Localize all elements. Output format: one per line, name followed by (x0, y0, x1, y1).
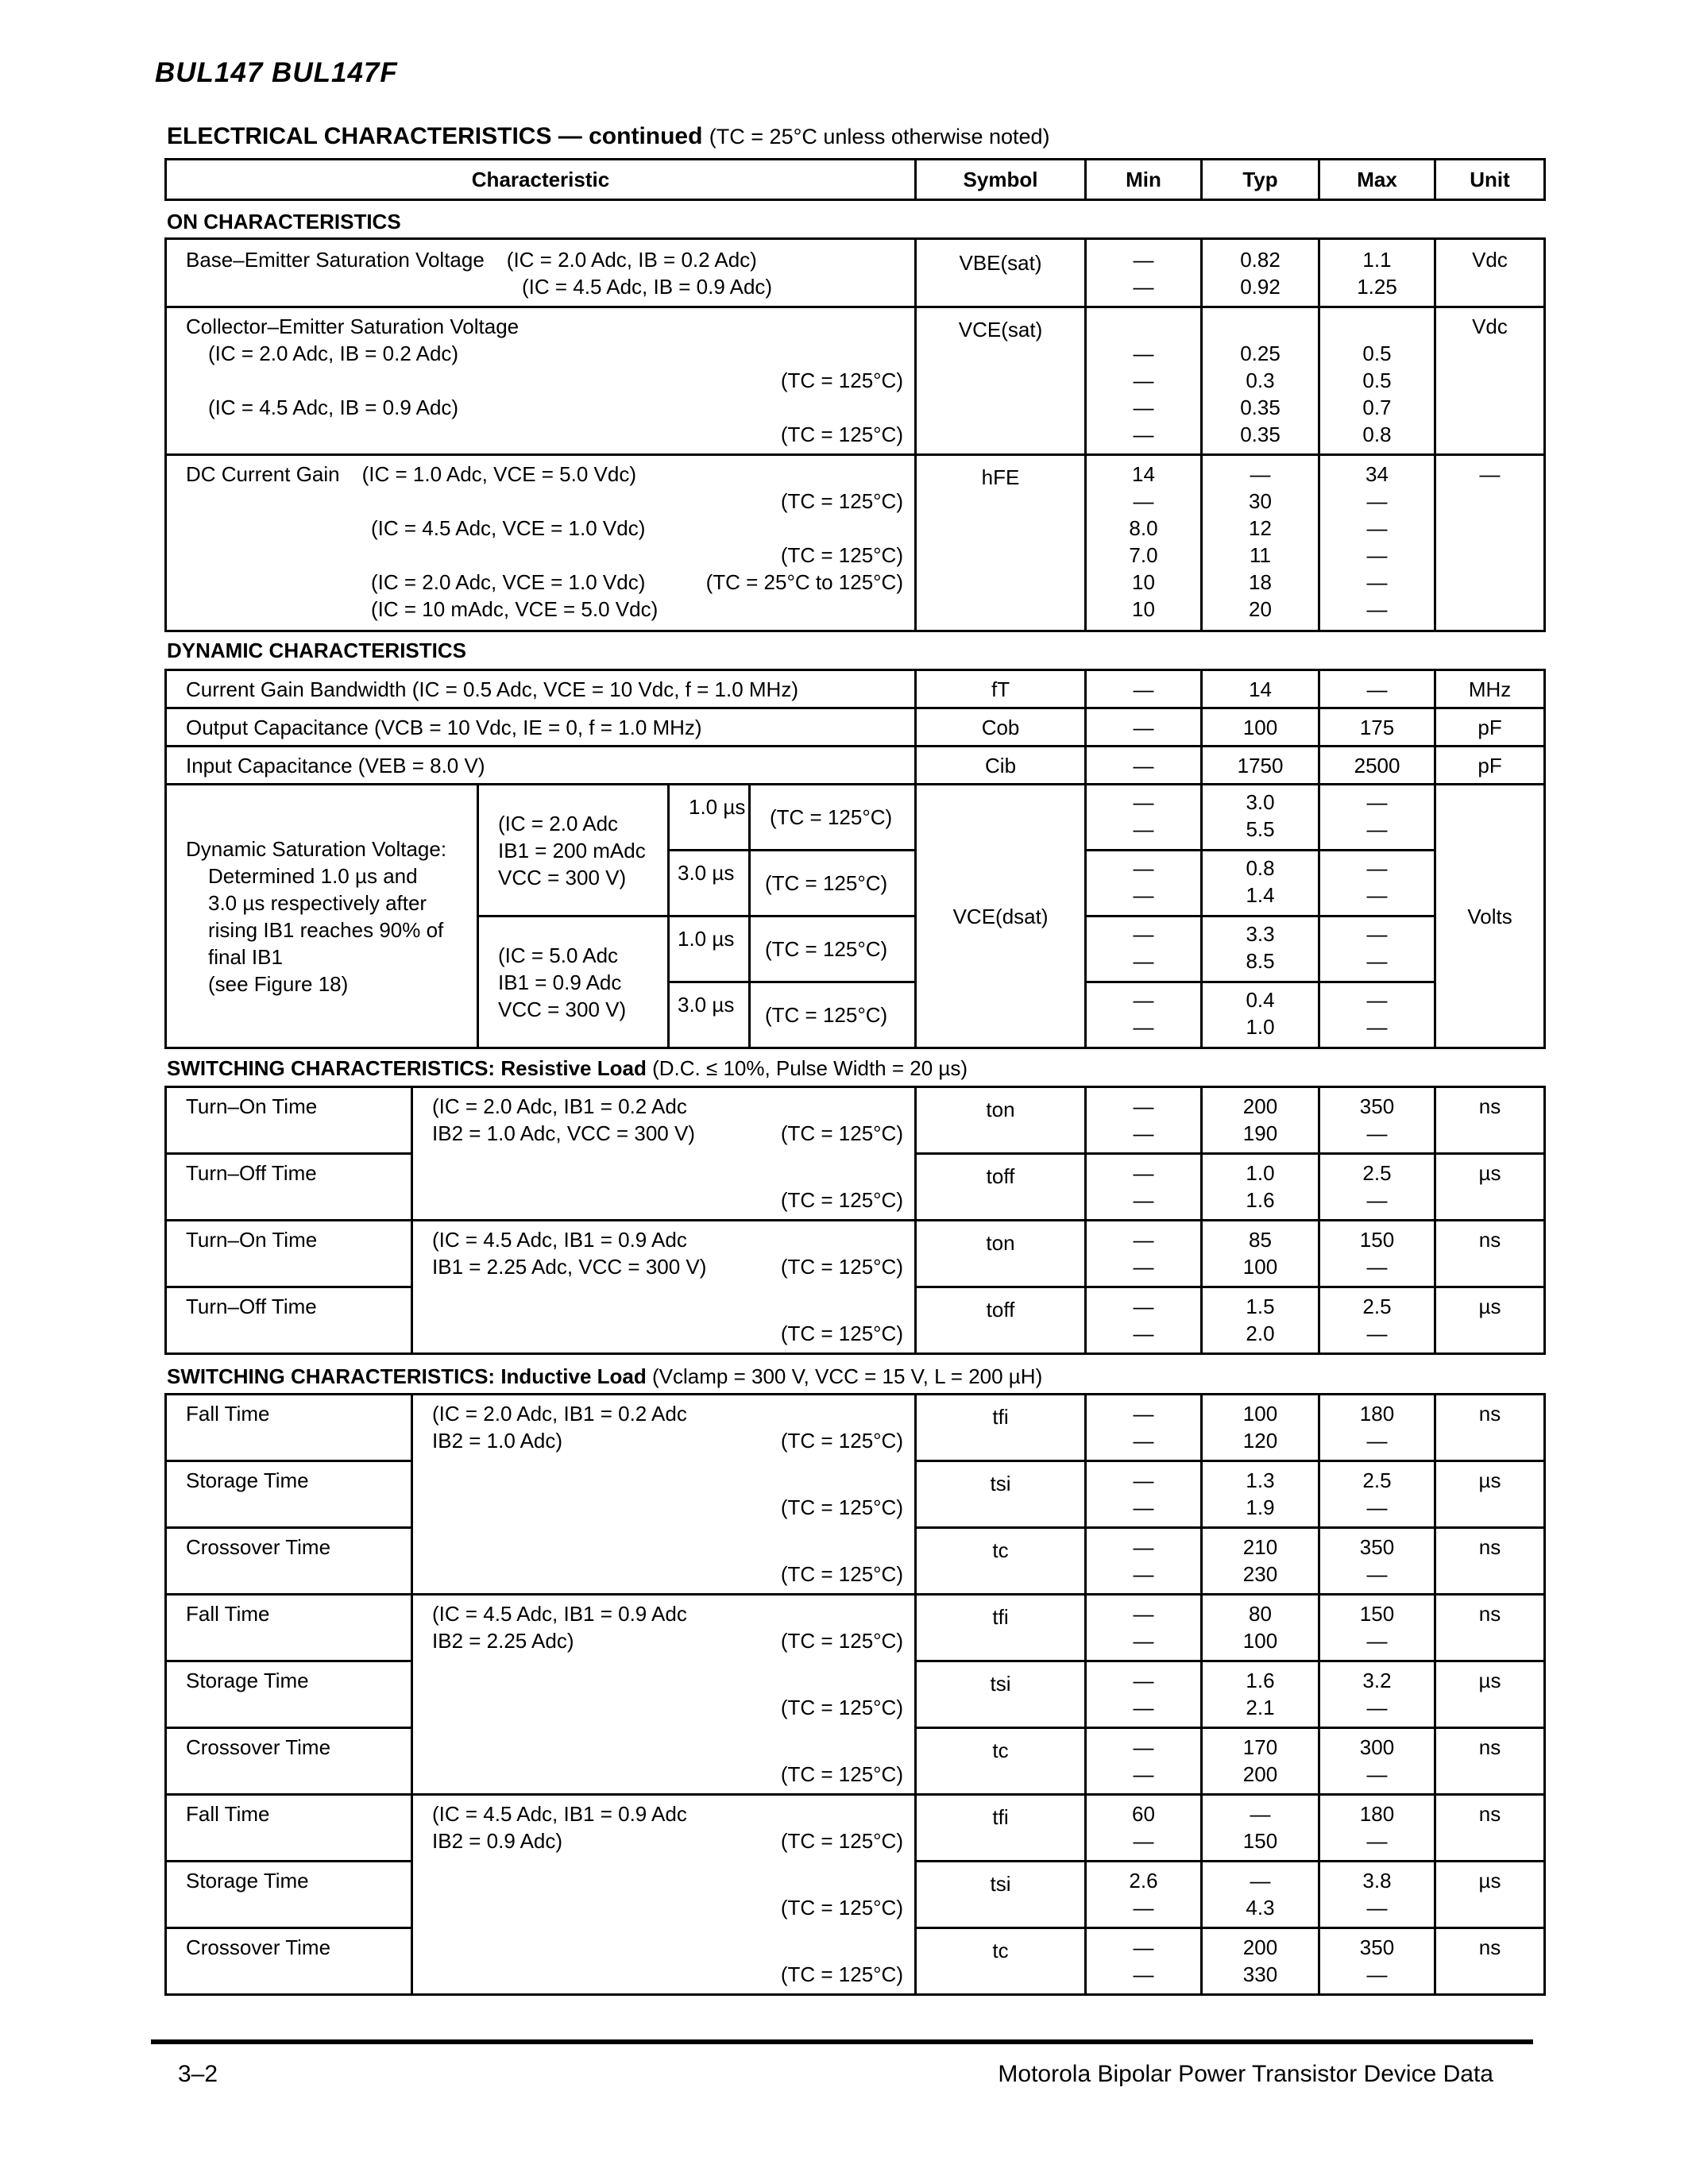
ind-unit-6: ns (1435, 1795, 1545, 1862)
ind-label-3: Fall Time (166, 1595, 412, 1661)
hfe-cond3: (IC = 2.0 Adc, VCE = 1.0 Vdc) (371, 570, 646, 594)
ind-max-5: 300 — (1319, 1728, 1435, 1795)
on-characteristics-heading: ON CHARACTERISTICS (167, 210, 401, 233)
ind-max-3: 150 — (1319, 1595, 1435, 1661)
cib-max: 2500 (1319, 747, 1435, 785)
col-unit: Unit (1435, 160, 1545, 200)
hfe-characteristic (166, 455, 916, 631)
dsat-min: — — (1086, 916, 1202, 982)
ind-max-8: 350 — (1319, 1928, 1435, 1995)
ind-label-4: Storage Time (166, 1661, 412, 1728)
cib-typ: 1750 (1202, 747, 1319, 785)
table-row (166, 1221, 1545, 1287)
ind-label-2: Crossover Time (166, 1528, 412, 1595)
col-symbol: Symbol (916, 160, 1086, 200)
res-cond-1: (IC = 4.5 Adc, IB1 = 0.9 Adc IB1 = 2.25 Adc, VCC = 300 V) (TC = 125°C) (TC = 125°C) (412, 1221, 916, 1354)
ind-max-1: 2.5 — (1319, 1461, 1435, 1528)
dsat-cond-a: (IC = 2.0 Adc IB1 = 200 mAdc VCC = 300 V) (478, 785, 669, 916)
res-max-1: 2.5 — (1319, 1154, 1435, 1221)
res-cond-0: (IC = 2.0 Adc, IB1 = 0.2 Adc IB2 = 1.0 Adc, VCC = 300 V) (TC = 125°C) (TC = 125°C) (412, 1087, 916, 1221)
vce-tc2: (TC = 125°C) (780, 423, 903, 446)
ind-label-1: Storage Time (166, 1461, 412, 1528)
table-row (166, 1087, 1545, 1154)
res-typ-0: 200 190 (1202, 1087, 1319, 1154)
on-characteristics-table (164, 237, 1546, 632)
res-label-0: Turn–On Time (166, 1087, 412, 1154)
dynamic-characteristics-heading: DYNAMIC CHARACTERISTICS (167, 639, 466, 662)
ind-typ-8: 200 330 (1202, 1928, 1319, 1995)
hfe-typ: — 30 12 11 18 20 (1202, 455, 1319, 631)
hfe-min: 14 — 8.0 7.0 10 10 (1086, 455, 1202, 631)
dsat-symbol: VCE(dsat) (916, 785, 1086, 1048)
dsat-max: — — (1319, 785, 1435, 851)
dsat-tc-3a: (TC = 125°C) (750, 851, 916, 916)
vbe-label: Base–Emitter Saturation Voltage (186, 248, 485, 272)
ind-min-3: — — (1086, 1595, 1202, 1661)
switching-inductive-table (164, 1393, 1546, 1996)
res-symbol-2: ton (916, 1221, 1086, 1287)
ind-typ-0: 100 120 (1202, 1395, 1319, 1461)
vbe-characteristic (166, 239, 916, 307)
dsat-time-1a: 1.0 µs (669, 785, 750, 851)
dsat-tc-1a: (TC = 125°C) (750, 785, 916, 851)
res-unit-0: ns (1435, 1087, 1545, 1154)
ind-label-7: Storage Time (166, 1862, 412, 1928)
res-min-0: — — (1086, 1087, 1202, 1154)
cib-characteristic: Input Capacitance (VEB = 8.0 V) (166, 747, 916, 785)
vce-typ: 0.25 0.3 0.35 0.35 (1202, 307, 1319, 455)
res-symbol-1: toff (916, 1154, 1086, 1221)
vce-symbol: VCE(sat) (916, 307, 1086, 455)
dsat-cond-b: (IC = 5.0 Adc IB1 = 0.9 Adc VCC = 300 V) (478, 916, 669, 1048)
ind-cond-1: (IC = 4.5 Adc, IB1 = 0.9 Adc IB2 = 2.25 Adc) (TC = 125°C) (TC = 125°C) (TC = 125°C) (412, 1595, 916, 1795)
ind-max-4: 3.2 — (1319, 1661, 1435, 1728)
hfe-unit: — (1435, 455, 1545, 631)
footer-source: Motorola Bipolar Power Transistor Device Data (998, 2061, 1493, 2087)
ind-max-6: 180 — (1319, 1795, 1435, 1862)
switching-resistive-heading: SWITCHING CHARACTERISTICS: Resistive Load (D.C. ≤ 10%, Pulse Width = 20 µs) (167, 1056, 968, 1080)
hfe-cond2: (IC = 4.5 Adc, VCE = 1.0 Vdc) (371, 516, 646, 540)
cib-min: — (1086, 747, 1202, 785)
cob-typ: 100 (1202, 708, 1319, 747)
dynamic-characteristics-table (164, 669, 1546, 1049)
res-label-1: Turn–Off Time (166, 1154, 412, 1221)
table-row (166, 708, 1545, 747)
ind-symbol-2: tc (916, 1528, 1086, 1595)
hfe-tc3: (TC = 25°C to 125°C) (705, 570, 903, 594)
footer-rule (151, 2039, 1533, 2044)
cob-unit: pF (1435, 708, 1545, 747)
ind-symbol-4: tsi (916, 1661, 1086, 1728)
vce-cond1: (IC = 2.0 Adc, IB = 0.2 Adc) (208, 341, 459, 365)
ind-symbol-6: tfi (916, 1795, 1086, 1862)
ind-typ-7: — 4.3 (1202, 1862, 1319, 1928)
col-characteristic: Characteristic (166, 160, 916, 200)
res-max-2: 150 — (1319, 1221, 1435, 1287)
col-typ: Typ (1202, 160, 1319, 200)
dsat-unit: Volts (1435, 785, 1545, 1048)
ft-characteristic: Current Gain Bandwidth (IC = 0.5 Adc, VCE = 10 Vdc, f = 1.0 MHz) (166, 670, 916, 708)
dsat-max: — — (1319, 851, 1435, 916)
ind-symbol-1: tsi (916, 1461, 1086, 1528)
res-unit-2: ns (1435, 1221, 1545, 1287)
vbe-min: — — (1086, 239, 1202, 307)
dsat-typ: 0.4 1.0 (1202, 982, 1319, 1048)
ind-symbol-5: tc (916, 1728, 1086, 1795)
dsat-time-3a: 3.0 µs (669, 851, 750, 916)
ind-max-7: 3.8 — (1319, 1862, 1435, 1928)
ind-min-2: — — (1086, 1528, 1202, 1595)
dsat-min: — — (1086, 982, 1202, 1048)
header-table (164, 158, 1546, 201)
vce-unit: Vdc (1435, 307, 1545, 455)
ind-typ-6: — 150 (1202, 1795, 1319, 1862)
ind-min-0: — — (1086, 1395, 1202, 1461)
res-unit-1: µs (1435, 1154, 1545, 1221)
ind-unit-8: ns (1435, 1928, 1545, 1995)
table-row (166, 239, 1545, 307)
hfe-label: DC Current Gain (186, 462, 340, 486)
hfe-tc1: (TC = 125°C) (780, 489, 903, 513)
table-row (166, 747, 1545, 785)
cib-symbol: Cib (916, 747, 1086, 785)
ind-symbol-8: tc (916, 1928, 1086, 1995)
cob-characteristic: Output Capacitance (VCB = 10 Vdc, IE = 0, f = 1.0 MHz) (166, 708, 916, 747)
vce-min: — — — — (1086, 307, 1202, 455)
vce-label: Collector–Emitter Saturation Voltage (186, 314, 520, 338)
dsat-min: — — (1086, 851, 1202, 916)
ind-label-0: Fall Time (166, 1395, 412, 1461)
res-min-1: — — (1086, 1154, 1202, 1221)
vce-characteristic (166, 307, 916, 455)
dsat-typ: 3.0 5.5 (1202, 785, 1319, 851)
ind-min-7: 2.6 — (1086, 1862, 1202, 1928)
section-title-line (167, 123, 1050, 150)
ind-symbol-3: tfi (916, 1595, 1086, 1661)
hfe-cond1: (IC = 1.0 Adc, VCE = 5.0 Vdc) (361, 462, 637, 486)
ind-max-0: 180 — (1319, 1395, 1435, 1461)
vbe-unit: Vdc (1435, 239, 1545, 307)
switching-inductive-heading: SWITCHING CHARACTERISTICS: Inductive Load (Vclamp = 300 V, VCC = 15 V, L = 200 µH) (167, 1364, 1043, 1388)
ind-unit-2: ns (1435, 1528, 1545, 1595)
ind-min-6: 60 — (1086, 1795, 1202, 1862)
dsat-time-3b: 3.0 µs (669, 982, 750, 1048)
res-max-0: 350 — (1319, 1087, 1435, 1154)
ft-max: — (1319, 670, 1435, 708)
dsat-max: — — (1319, 916, 1435, 982)
vbe-cond1: (IC = 2.0 Adc, IB = 0.2 Adc) (506, 248, 757, 272)
ind-min-4: — — (1086, 1661, 1202, 1728)
ind-unit-7: µs (1435, 1862, 1545, 1928)
table-row (166, 1395, 1545, 1461)
ft-min: — (1086, 670, 1202, 708)
dsat-typ: 3.3 8.5 (1202, 916, 1319, 982)
switching-resistive-table (164, 1086, 1546, 1355)
dsat-min: — — (1086, 785, 1202, 851)
ind-min-8: — — (1086, 1928, 1202, 1995)
res-typ-3: 1.5 2.0 (1202, 1287, 1319, 1354)
page-number: 3–2 (178, 2061, 218, 2087)
dsat-characteristic: Dynamic Saturation Voltage: Determined 1.0 µs and 3.0 µs respectively after rising IB1 reaches 90% of final IB1 (see Figure 18) (166, 785, 478, 1048)
ind-unit-0: ns (1435, 1395, 1545, 1461)
hfe-symbol: hFE (916, 455, 1086, 631)
hfe-tc2: (TC = 125°C) (780, 543, 903, 567)
table-row (166, 670, 1545, 708)
col-max: Max (1319, 160, 1435, 200)
ind-min-1: — — (1086, 1461, 1202, 1528)
table-row (166, 785, 1545, 851)
hfe-max: 34 — — — — — (1319, 455, 1435, 631)
ind-unit-5: ns (1435, 1728, 1545, 1795)
cob-symbol: Cob (916, 708, 1086, 747)
ind-typ-2: 210 230 (1202, 1528, 1319, 1595)
res-max-3: 2.5 — (1319, 1287, 1435, 1354)
vbe-cond2: (IC = 4.5 Adc, IB = 0.9 Adc) (522, 275, 773, 299)
vbe-typ: 0.82 0.92 (1202, 239, 1319, 307)
dsat-tc-1b: (TC = 125°C) (750, 916, 916, 982)
ind-typ-5: 170 200 (1202, 1728, 1319, 1795)
ind-unit-4: µs (1435, 1661, 1545, 1728)
ind-max-2: 350 — (1319, 1528, 1435, 1595)
ind-cond-2: (IC = 4.5 Adc, IB1 = 0.9 Adc IB2 = 0.9 Adc) (TC = 125°C) (TC = 125°C) (TC = 125°C) (412, 1795, 916, 1995)
res-min-2: — — (1086, 1221, 1202, 1287)
ind-unit-1: µs (1435, 1461, 1545, 1528)
section-title: ELECTRICAL CHARACTERISTICS — continued (167, 123, 703, 149)
table-row (166, 1795, 1545, 1862)
ind-typ-4: 1.6 2.1 (1202, 1661, 1319, 1728)
ind-symbol-7: tsi (916, 1862, 1086, 1928)
ind-label-6: Fall Time (166, 1795, 412, 1862)
res-symbol-3: toff (916, 1287, 1086, 1354)
dsat-typ: 0.8 1.4 (1202, 851, 1319, 916)
cob-min: — (1086, 708, 1202, 747)
res-min-3: — — (1086, 1287, 1202, 1354)
dsat-time-1b: 1.0 µs (669, 916, 750, 982)
res-symbol-0: ton (916, 1087, 1086, 1154)
vce-cond2: (IC = 4.5 Adc, IB = 0.9 Adc) (208, 396, 459, 419)
cob-max: 175 (1319, 708, 1435, 747)
section-note: (TC = 25°C unless otherwise noted) (709, 125, 1050, 149)
res-typ-1: 1.0 1.6 (1202, 1154, 1319, 1221)
cib-unit: pF (1435, 747, 1545, 785)
ind-min-5: — — (1086, 1728, 1202, 1795)
ind-label-8: Crossover Time (166, 1928, 412, 1995)
res-label-2: Turn–On Time (166, 1221, 412, 1287)
ind-typ-1: 1.3 1.9 (1202, 1461, 1319, 1528)
res-unit-3: µs (1435, 1287, 1545, 1354)
ind-typ-3: 80 100 (1202, 1595, 1319, 1661)
table-row (166, 1595, 1545, 1661)
table-row (166, 455, 1545, 631)
vbe-symbol: VBE(sat) (916, 239, 1086, 307)
table-row (166, 307, 1545, 455)
ft-unit: MHz (1435, 670, 1545, 708)
ft-symbol: fT (916, 670, 1086, 708)
vce-tc1: (TC = 125°C) (780, 369, 903, 392)
ind-cond-0: (IC = 2.0 Adc, IB1 = 0.2 Adc IB2 = 1.0 Adc) (TC = 125°C) (TC = 125°C) (TC = 125°C) (412, 1395, 916, 1595)
ind-symbol-0: tfi (916, 1395, 1086, 1461)
document-title: BUL147 BUL147F (155, 57, 398, 88)
hfe-cond4: (IC = 10 mAdc, VCE = 5.0 Vdc) (371, 597, 659, 621)
ind-label-5: Crossover Time (166, 1728, 412, 1795)
res-typ-2: 85 100 (1202, 1221, 1319, 1287)
vbe-max: 1.1 1.25 (1319, 239, 1435, 307)
col-min: Min (1086, 160, 1202, 200)
ind-unit-3: ns (1435, 1595, 1545, 1661)
ft-typ: 14 (1202, 670, 1319, 708)
vce-max: 0.5 0.5 0.7 0.8 (1319, 307, 1435, 455)
res-label-3: Turn–Off Time (166, 1287, 412, 1354)
dsat-max: — — (1319, 982, 1435, 1048)
dsat-tc-3b: (TC = 125°C) (750, 982, 916, 1048)
